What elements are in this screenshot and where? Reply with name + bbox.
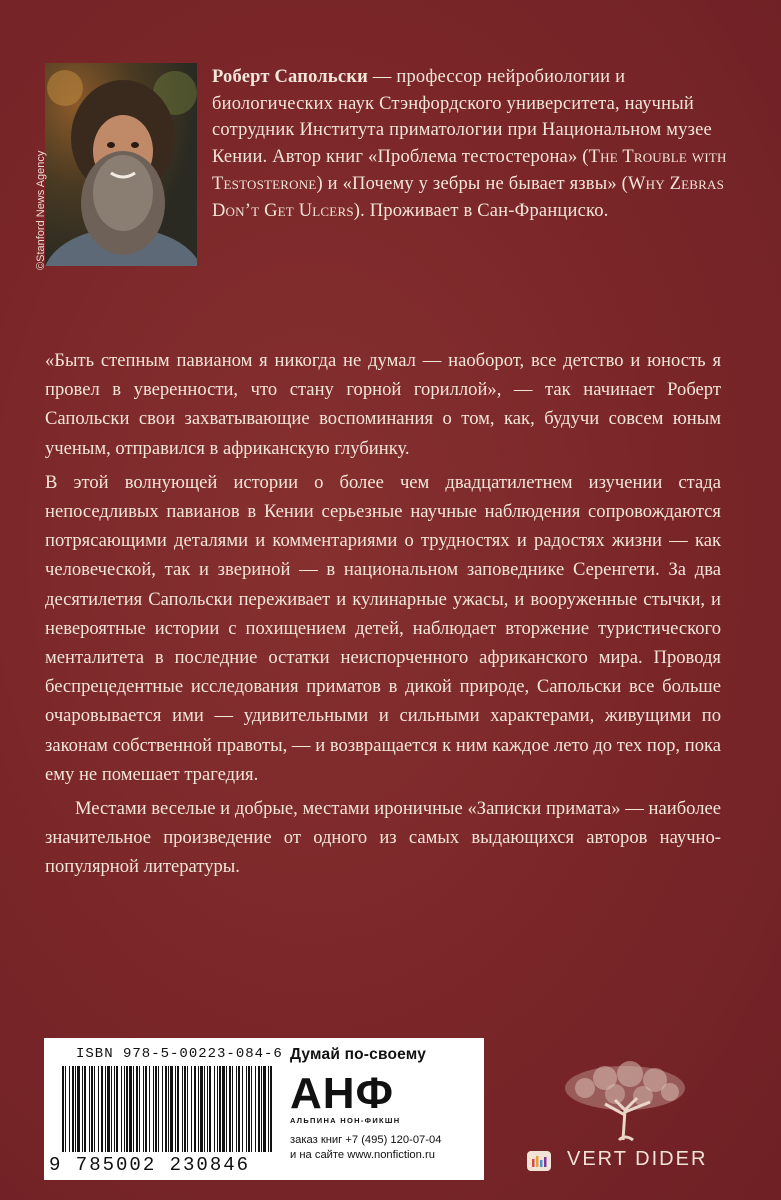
barcode-bar xyxy=(72,1066,74,1152)
bio-text-1: — профессор нейробиологии и биологических наук Стэнфордского университета, научный сотрудник Института приматологии при Национальном музее Кении. Автор книг «Проблема тестостерона» ( xyxy=(212,67,712,168)
barcode-bar xyxy=(84,1066,86,1152)
barcode-bar xyxy=(255,1066,256,1152)
photo-credit: ©Stanford News Agency xyxy=(35,150,47,270)
barcode-bar xyxy=(168,1066,169,1152)
order-info xyxy=(290,1133,480,1163)
author-bio xyxy=(212,64,742,224)
barcode-bar xyxy=(198,1066,199,1152)
barcode-bar xyxy=(133,1066,134,1152)
barcode-bar xyxy=(91,1066,93,1152)
barcode-bar xyxy=(226,1066,227,1152)
isbn-text: ISBN 978-5-00223-084-6 xyxy=(76,1046,283,1062)
barcode-bar xyxy=(263,1066,266,1152)
barcode-bar xyxy=(77,1066,80,1152)
barcode-bar xyxy=(65,1066,66,1152)
barcode-bar xyxy=(191,1066,192,1152)
barcode-bar xyxy=(153,1066,154,1152)
barcode-bar xyxy=(162,1066,163,1152)
bio-text-2: ) и «Почему у зебры не бывает язвы» ( xyxy=(316,173,628,194)
barcode-bar xyxy=(219,1066,221,1152)
barcode-bar xyxy=(175,1066,176,1152)
publisher-name: АЛЬПИНА НОН-ФИКШН xyxy=(290,1116,401,1125)
barcode-bar xyxy=(149,1066,150,1152)
barcode-bar xyxy=(155,1066,157,1152)
svg-text:АНФ: АНФ xyxy=(290,1070,395,1114)
barcode-bar xyxy=(105,1066,106,1152)
barcode-bar xyxy=(222,1066,225,1152)
barcode-bar xyxy=(143,1066,144,1152)
barcode-bar xyxy=(139,1066,140,1152)
barcode-bar xyxy=(177,1066,179,1152)
barcode-bar xyxy=(248,1066,250,1152)
barcode-bar xyxy=(89,1066,90,1152)
barcode-bar xyxy=(242,1066,243,1152)
barcode-bar xyxy=(116,1066,118,1152)
book-title-en-2: Why Zebras Don’t Get Ulcers xyxy=(212,173,725,221)
order-phone: заказ книг +7 (495) 120-07-04 xyxy=(290,1134,442,1146)
barcode-bar xyxy=(207,1066,208,1152)
barcode-bar xyxy=(158,1066,159,1152)
barcode-bar xyxy=(101,1066,103,1152)
barcode-bar xyxy=(69,1066,70,1152)
order-site: и на сайте www.nonfiction.ru xyxy=(290,1149,435,1161)
barcode-bar xyxy=(145,1066,147,1152)
barcode-bar xyxy=(182,1066,183,1152)
description-paragraph-1: «Быть степным павианом я никогда не думал — наоборот, все детство и юность я провел в уверенности, что стану горной гориллой», — так начинает Роберт Сапольски свои захватывающие воспоминания о том, как, будучи совсем юным ученым, отправился в африканскую глубинку. xyxy=(45,350,721,459)
tree-icon xyxy=(555,1060,695,1145)
publisher-block xyxy=(290,1046,480,1163)
book-description xyxy=(45,346,721,887)
barcode-bar xyxy=(194,1066,196,1152)
barcode-bar xyxy=(94,1066,95,1152)
barcode-bar xyxy=(107,1066,110,1152)
barcode-digits: 9 785002 230846 xyxy=(49,1154,251,1176)
barcode-panel xyxy=(44,1038,484,1180)
barcode-bar xyxy=(124,1066,125,1152)
barcode-bar xyxy=(238,1066,240,1152)
barcode-bar xyxy=(232,1066,233,1152)
publisher-logo xyxy=(290,1070,400,1114)
barcode-bar xyxy=(129,1066,132,1152)
barcode-bar xyxy=(111,1066,112,1152)
barcode-bar xyxy=(236,1066,237,1152)
barcode-bar xyxy=(82,1066,83,1152)
barcode-bar xyxy=(75,1066,76,1152)
barcode-bar xyxy=(270,1066,272,1152)
barcode-bar xyxy=(170,1066,173,1152)
description-paragraph-2: В этой волнующей истории о более чем двадцатилетнем изучении стада непоседливых павианов в Кении серьезные научные наблюдения сопровождаются потрясающими деталями и комментариями о трудностях и радостях жизни — как человеческой, так и звериной — в национальном заповеднике Серенгети. За два десятилетия Сапольски переживает и кулинарные ужасы, и вооруженные стычки, и невероятные истории с похищением детей, наблюдает вторжение туристического менталитета в последние остатки неиспорченного африканского мира. Проводя беспрецедентные исследования приматов в дикой природе, Сапольски все больше очаровывается ими — удивительными и сильными характерами, живущими по законам собственной правоты, — и возвращается к ним каждое лето до тех пор, пока ему не помешает трагедия. xyxy=(45,471,721,785)
barcode-bar xyxy=(251,1066,252,1152)
barcode-bar xyxy=(200,1066,203,1152)
barcode-bar xyxy=(209,1066,211,1152)
barcode-bar xyxy=(258,1066,260,1152)
publisher-slogan: Думай по-своему xyxy=(290,1046,427,1063)
barcode-bar xyxy=(98,1066,99,1152)
barcode-bar xyxy=(229,1066,231,1152)
barcode-bar xyxy=(214,1066,215,1152)
barcode-bar xyxy=(126,1066,128,1152)
barcode-bar xyxy=(217,1066,218,1152)
barcode-bar xyxy=(62,1066,64,1152)
book-title-en-1: The Trouble with Testosterone xyxy=(212,147,727,194)
barcode-icon xyxy=(58,1066,276,1158)
barcode-bar xyxy=(187,1066,188,1152)
barcode-bar xyxy=(136,1066,138,1152)
bio-text-3: ). Проживает в Сан-Франциско. xyxy=(353,200,609,221)
barcode-bar xyxy=(246,1066,247,1152)
vert-dider-label: VERT DIDER xyxy=(567,1148,708,1170)
barcode-bar xyxy=(165,1066,167,1152)
author-name: Роберт Сапольски xyxy=(212,67,368,87)
vert-dider-logo-icon xyxy=(525,1148,555,1174)
barcode-bar xyxy=(261,1066,262,1152)
barcode-bar xyxy=(204,1066,205,1152)
barcode-bar xyxy=(121,1066,122,1152)
description-paragraph-3: Местами веселые и добрые, местами ироничные «Записки примата» — наиболее значительное произведение от одного из самых выдающихся авторов научно-популярной литературы. xyxy=(45,798,721,878)
vert-dider-brand xyxy=(525,1148,735,1174)
barcode-bar xyxy=(184,1066,186,1152)
barcode-bar xyxy=(268,1066,269,1152)
barcode-bar xyxy=(114,1066,115,1152)
author-photo xyxy=(45,63,197,266)
